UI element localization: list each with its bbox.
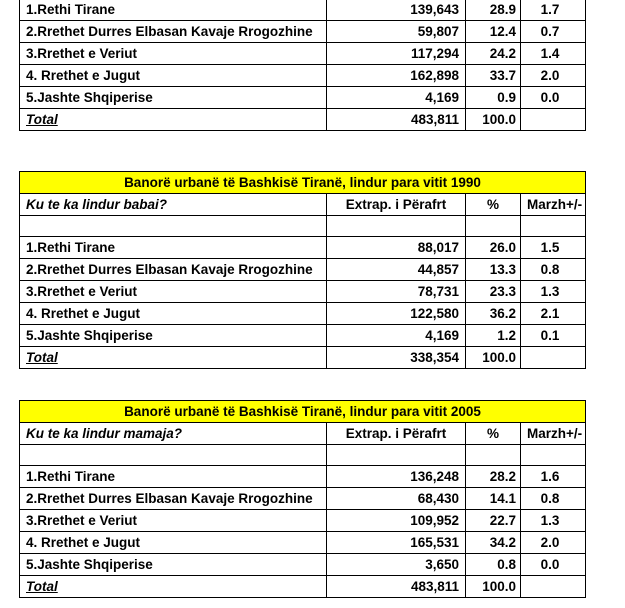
total-value: 483,811 bbox=[327, 576, 466, 598]
total-row bbox=[20, 109, 586, 131]
row-margin: 1.6 bbox=[521, 466, 586, 488]
table-row bbox=[20, 21, 586, 43]
row-margin: 1.5 bbox=[521, 237, 586, 259]
table-row bbox=[20, 466, 586, 488]
table-tirana-overall bbox=[19, 0, 586, 131]
row-label: 2.Rrethet Durres Elbasan Kavaje Rrogozhine bbox=[20, 259, 327, 281]
row-percent: 22.7 bbox=[466, 510, 521, 532]
row-percent: 14.1 bbox=[466, 488, 521, 510]
value-header: Extrap. i Përafrt bbox=[327, 423, 466, 445]
row-value: 4,169 bbox=[327, 87, 466, 109]
total-label: Total bbox=[26, 112, 58, 127]
row-percent: 34.2 bbox=[466, 532, 521, 554]
row-percent: 0.9 bbox=[466, 87, 521, 109]
table-title: Banorë urbanë të Bashkisë Tiranë, lindur para vitit 2005 bbox=[20, 401, 586, 423]
row-value: 4,169 bbox=[327, 325, 466, 347]
percent-header: % bbox=[466, 423, 521, 445]
row-percent: 13.3 bbox=[466, 259, 521, 281]
row-margin: 0.8 bbox=[521, 259, 586, 281]
table-row bbox=[20, 281, 586, 303]
row-percent: 24.2 bbox=[466, 43, 521, 65]
table-row bbox=[20, 303, 586, 325]
table-row bbox=[20, 259, 586, 281]
question-header: Ku te ka lindur mamaja? bbox=[20, 423, 327, 445]
row-percent: 23.3 bbox=[466, 281, 521, 303]
row-label: 2.Rrethet Durres Elbasan Kavaje Rrogozhine bbox=[20, 488, 327, 510]
row-label: 5.Jashte Shqiperise bbox=[20, 87, 327, 109]
row-margin: 0.7 bbox=[521, 21, 586, 43]
total-row bbox=[20, 576, 586, 598]
table-mother-birthplace bbox=[19, 400, 586, 598]
row-margin: 1.7 bbox=[521, 0, 586, 21]
row-percent: 0.8 bbox=[466, 554, 521, 576]
question-header: Ku te ka lindur babai? bbox=[20, 194, 327, 216]
table-row bbox=[20, 554, 586, 576]
row-value: 122,580 bbox=[327, 303, 466, 325]
row-value: 165,531 bbox=[327, 532, 466, 554]
table-title-row bbox=[20, 401, 586, 423]
table-row bbox=[20, 43, 586, 65]
table-row bbox=[20, 0, 586, 21]
total-value: 483,811 bbox=[327, 109, 466, 131]
row-value: 78,731 bbox=[327, 281, 466, 303]
row-label: 5.Jashte Shqiperise bbox=[20, 554, 327, 576]
row-margin: 0.8 bbox=[521, 488, 586, 510]
header-row bbox=[20, 423, 586, 445]
table-row bbox=[20, 87, 586, 109]
row-label: 2.Rrethet Durres Elbasan Kavaje Rrogozhine bbox=[20, 21, 327, 43]
row-percent: 28.9 bbox=[466, 0, 521, 21]
total-margin bbox=[521, 109, 586, 131]
total-row bbox=[20, 347, 586, 369]
row-label: 3.Rrethet e Veriut bbox=[20, 510, 327, 532]
row-margin: 1.3 bbox=[521, 281, 586, 303]
row-value: 44,857 bbox=[327, 259, 466, 281]
row-margin: 0.0 bbox=[521, 87, 586, 109]
row-margin: 1.3 bbox=[521, 510, 586, 532]
row-percent: 36.2 bbox=[466, 303, 521, 325]
table-row bbox=[20, 510, 586, 532]
row-margin: 0.0 bbox=[521, 554, 586, 576]
total-percent: 100.0 bbox=[466, 576, 521, 598]
row-value: 109,952 bbox=[327, 510, 466, 532]
row-label: 1.Rethi Tirane bbox=[20, 466, 327, 488]
total-label: Total bbox=[26, 579, 58, 594]
total-percent: 100.0 bbox=[466, 109, 521, 131]
margin-header: Marzh+/- bbox=[521, 194, 586, 216]
total-value: 338,354 bbox=[327, 347, 466, 369]
row-value: 117,294 bbox=[327, 43, 466, 65]
row-value: 68,430 bbox=[327, 488, 466, 510]
row-percent: 12.4 bbox=[466, 21, 521, 43]
row-margin: 2.1 bbox=[521, 303, 586, 325]
row-label: 4. Rrethet e Jugut bbox=[20, 65, 327, 87]
value-header: Extrap. i Përafrt bbox=[327, 194, 466, 216]
row-value: 162,898 bbox=[327, 65, 466, 87]
row-label: 3.Rrethet e Veriut bbox=[20, 43, 327, 65]
table-title: Banorë urbanë të Bashkisë Tiranë, lindur para vitit 1990 bbox=[20, 172, 586, 194]
margin-header: Marzh+/- bbox=[521, 423, 586, 445]
total-percent: 100.0 bbox=[466, 347, 521, 369]
row-label: 5.Jashte Shqiperise bbox=[20, 325, 327, 347]
row-margin: 1.4 bbox=[521, 43, 586, 65]
row-value: 3,650 bbox=[327, 554, 466, 576]
row-label: 4. Rrethet e Jugut bbox=[20, 532, 327, 554]
row-label: 3.Rrethet e Veriut bbox=[20, 281, 327, 303]
row-label: 4. Rrethet e Jugut bbox=[20, 303, 327, 325]
header-row bbox=[20, 194, 586, 216]
row-percent: 1.2 bbox=[466, 325, 521, 347]
table-row bbox=[20, 237, 586, 259]
blank-row bbox=[20, 216, 586, 237]
row-percent: 33.7 bbox=[466, 65, 521, 87]
table-father-birthplace bbox=[19, 171, 586, 369]
row-value: 59,807 bbox=[327, 21, 466, 43]
total-margin bbox=[521, 576, 586, 598]
row-value: 88,017 bbox=[327, 237, 466, 259]
table-row bbox=[20, 65, 586, 87]
row-margin: 2.0 bbox=[521, 532, 586, 554]
row-label: 1.Rethi Tirane bbox=[20, 237, 327, 259]
table-title-row bbox=[20, 172, 586, 194]
table-row bbox=[20, 488, 586, 510]
total-label: Total bbox=[26, 350, 58, 365]
table-row bbox=[20, 325, 586, 347]
total-margin bbox=[521, 347, 586, 369]
table-row bbox=[20, 532, 586, 554]
percent-header: % bbox=[466, 194, 521, 216]
row-label: 1.Rethi Tirane bbox=[20, 0, 327, 21]
row-margin: 0.1 bbox=[521, 325, 586, 347]
row-value: 136,248 bbox=[327, 466, 466, 488]
blank-row bbox=[20, 445, 586, 466]
row-margin: 2.0 bbox=[521, 65, 586, 87]
row-value: 139,643 bbox=[327, 0, 466, 21]
row-percent: 28.2 bbox=[466, 466, 521, 488]
row-percent: 26.0 bbox=[466, 237, 521, 259]
